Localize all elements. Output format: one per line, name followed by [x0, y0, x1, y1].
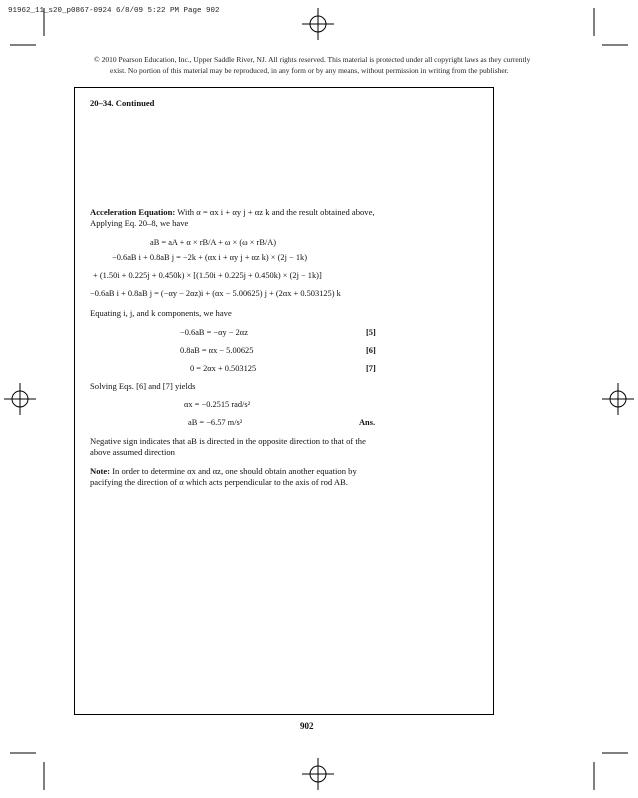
component-eq-6: 0.8aB = αx − 5.00625 [180, 346, 254, 355]
equation-1: aB = aA + α × rB/A + ω × (ω × rB/A) [150, 238, 277, 247]
copyright-line-2: exist. No portion of this material may be reproduced, in any form or by any means, without permission in writing from the publisher. [110, 66, 509, 75]
component-eq-5: −0.6aB = −αy − 2αz [180, 328, 248, 337]
answer-label: Ans. [359, 418, 376, 427]
equating-text: Equating i, j, and k components, we have [90, 308, 232, 318]
component-eq-7: 0 = 2αx + 0.503125 [190, 364, 257, 373]
acceleration-text-1: With α = αx i + αy j + αz k and the result obtained above, [175, 207, 375, 217]
eq-number-5: [5] [366, 328, 376, 337]
eq-number-6: [6] [366, 346, 376, 355]
result-alpha-x: αx = −0.2515 rad/s² [184, 400, 251, 409]
note-label: Note: [90, 466, 111, 476]
note-text-1: In order to determine αx and αz, one should obtain another equation by [110, 466, 357, 476]
acceleration-intro [90, 207, 375, 218]
negative-sign-line-2: above assumed direction [90, 447, 175, 457]
equation-3: + (1.50i + 0.225j + 0.450k) × [(1.50i + 0.225j + 0.450k) × (2j − 1k)] [93, 271, 322, 280]
negative-sign-line-1: Negative sign indicates that aB is directed in the opposite direction to that of the [90, 436, 366, 446]
problem-label: 20–34. Continued [90, 98, 155, 108]
note-line-2: pacifying the direction of α which acts perpendicular to the axis of rod AB. [90, 477, 348, 487]
solving-text: Solving Eqs. [6] and [7] yields [90, 381, 196, 391]
equation-2: −0.6aB i + 0.8aB j = −2k + (αx i + αy j + αz k) × (2j − 1k) [112, 253, 308, 262]
print-slug: 91962_11_s20_p0867-0924 6/8/09 5:22 PM Page 902 [8, 7, 220, 15]
page-number: 902 [300, 721, 314, 731]
acceleration-heading: Acceleration Equation: [90, 207, 176, 217]
copyright-line-1: © 2010 Pearson Education, Inc., Upper Saddle River, NJ. All rights reserved. This material is protected under all copyright laws as they currently [94, 55, 531, 64]
acceleration-text-2: Applying Eq. 20–8, we have [90, 218, 189, 228]
equation-4: −0.6aB i + 0.8aB j = (−αy − 2αz)i + (αx − 5.00625) j + (2αx + 0.503125) k [90, 289, 341, 298]
result-a-b: aB = −6.57 m/s² [188, 418, 243, 427]
note-line-1 [90, 466, 357, 477]
eq-number-7: [7] [366, 364, 376, 373]
page-frame [74, 87, 494, 715]
copyright-notice [94, 54, 564, 76]
